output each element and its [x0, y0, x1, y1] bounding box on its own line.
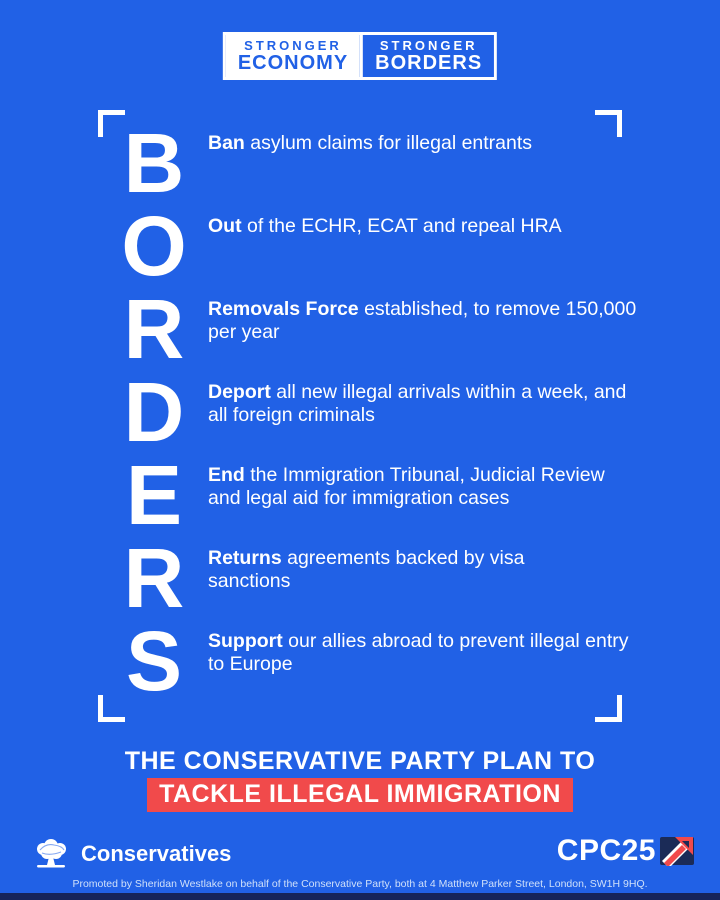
acrostic-row-deport: [98, 365, 640, 459]
acrostic-rest-text: agreements backed by visa sanctions: [208, 547, 525, 592]
acrostic-rest-text: established, to remove 150,000 per year: [208, 298, 637, 343]
cpc25-label: CPC25: [556, 834, 656, 867]
acrostic-rest-text: our allies abroad to prevent illegal entry to Europe: [208, 630, 629, 675]
conservatives-label: Conservatives: [81, 841, 232, 866]
acrostic-text: [208, 132, 640, 155]
acrostic-row-returns: [98, 531, 576, 625]
legal-promoted-line: Promoted by Sheridan Westlake on behalf of the Conservative Party, both at 4 Matthew Parker Street, London, SW1H 9HQ.: [72, 878, 648, 890]
acrostic-letter: E: [125, 448, 181, 542]
cpc25-logo: [557, 834, 694, 868]
acrostic-row-out: [98, 199, 640, 293]
acrostic-letter: R: [123, 282, 183, 376]
badge-economy-line1: STRONGER: [244, 38, 342, 53]
acrostic-letter: D: [123, 365, 183, 459]
acrostic-text: [208, 381, 640, 427]
acrostic-letter: B: [123, 116, 183, 210]
acrostic-bold-word: Ban: [208, 132, 245, 154]
badge-borders-line2: BORDERS: [375, 52, 483, 74]
frame-bracket-bottom-left: [98, 695, 125, 722]
conservatives-tree-icon: [34, 838, 72, 870]
plan-heading: THE CONSERVATIVE PARTY PLAN TO: [124, 747, 596, 775]
cpc25-arrow-icon: [660, 836, 694, 866]
acrostic-bold-word: Out: [208, 215, 242, 237]
acrostic-text: [208, 298, 640, 344]
acrostic-text: [208, 630, 640, 676]
acrostic-bold-word: Deport: [208, 381, 271, 403]
acrostic-row-removals: [98, 282, 640, 376]
acrostic-letter: O: [121, 199, 185, 293]
plan-highlight-wrap: [0, 778, 720, 812]
acrostic-bold-word: Removals Force: [208, 298, 359, 320]
acrostic-bold-word: Returns: [208, 547, 282, 569]
acrostic-bold-word: End: [208, 464, 245, 486]
acrostic-row-ban: [98, 116, 640, 210]
acrostic-letter: R: [123, 531, 183, 625]
acrostic-text: [208, 547, 576, 593]
bottom-navy-bar: [0, 893, 720, 900]
badge-economy-line2: ECONOMY: [237, 52, 349, 74]
badge-borders: [360, 35, 494, 77]
acrostic-bold-word: Support: [208, 630, 283, 652]
acrostic-rest-text: of the ECHR, ECAT and repeal HRA: [241, 215, 562, 237]
frame-bracket-bottom-right: [595, 695, 622, 722]
plan-highlight: TACKLE ILLEGAL IMMIGRATION: [147, 778, 573, 812]
badge-borders-line1: STRONGER: [379, 38, 478, 53]
conservatives-logo: [34, 838, 231, 870]
acrostic-text: [208, 464, 640, 510]
acrostic-row-support: [98, 614, 640, 708]
stronger-economy-borders-badge: [223, 32, 497, 80]
badge-economy: [226, 35, 360, 77]
acrostic-rest-text: all new illegal arrivals within a week, and all foreign criminals: [208, 381, 627, 426]
acrostic-text: [208, 215, 640, 238]
acrostic-row-end: [98, 448, 640, 542]
acrostic-rest-text: asylum claims for illegal entrants: [244, 132, 533, 154]
acrostic-letter: S: [125, 614, 181, 708]
acrostic-rest-text: the Immigration Tribunal, Judicial Review and legal aid for immigration cases: [208, 464, 605, 509]
